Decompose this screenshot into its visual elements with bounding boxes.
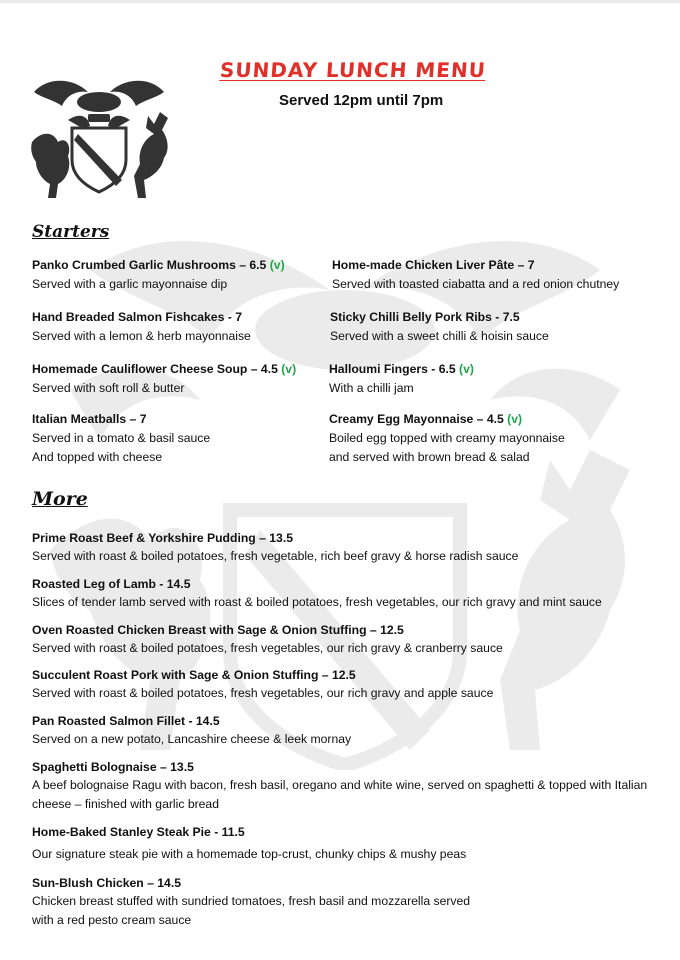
starter-item xyxy=(329,360,474,398)
menu-subtitle: Served 12pm until 7pm xyxy=(279,92,444,109)
top-border xyxy=(0,0,680,3)
starter-item xyxy=(332,256,619,294)
starter-desc: Served with soft roll & butter xyxy=(32,381,185,395)
main-course-desc: Chicken breast stuffed with sundried tomatoes, fresh basil and mozzarella served with a red pesto cream sauce xyxy=(32,894,471,927)
more-heading: More xyxy=(32,488,88,510)
main-course-name: Home-Baked Stanley Steak Pie - 11.5 xyxy=(32,825,245,839)
starter-desc: With a chilli jam xyxy=(329,381,414,395)
starter-desc: Served with toasted ciabatta and a red onion chutney xyxy=(332,277,620,291)
main-course-desc: Served with roast & boiled potatoes, fresh vegetables, our rich gravy & cranberry sauce xyxy=(32,641,503,655)
starter-item xyxy=(32,308,251,346)
main-course-name: Roasted Leg of Lamb - 14.5 xyxy=(32,577,191,591)
main-course-name: Pan Roasted Salmon Fillet - 14.5 xyxy=(32,714,220,728)
starter-desc: and served with brown bread & salad xyxy=(329,450,530,464)
main-course-item xyxy=(32,758,652,814)
main-course-item xyxy=(32,712,652,749)
starter-desc: Boiled egg topped with creamy mayonnaise xyxy=(329,431,565,445)
starter-name: Hand Breaded Salmon Fishcakes - 7 xyxy=(32,310,242,324)
main-course-item xyxy=(32,621,652,658)
starter-name: Sticky Chilli Belly Pork Ribs - 7.5 xyxy=(330,310,520,324)
starter-name: Home-made Chicken Liver Pâte – 7 xyxy=(332,258,535,272)
main-course-item xyxy=(32,874,472,930)
main-course-item xyxy=(32,575,652,612)
main-course-item xyxy=(32,823,652,864)
starter-name: Creamy Egg Mayonnaise – 4.5 xyxy=(329,412,504,426)
main-course-desc: Slices of tender lamb served with roast & boiled potatoes, fresh vegetables, our rich gravy and mint sauce xyxy=(32,595,602,609)
starter-item xyxy=(329,410,565,467)
starter-name: Italian Meatballs – 7 xyxy=(32,412,147,426)
main-course-item xyxy=(32,529,652,566)
main-course-desc: A beef bolognaise Ragu with bacon, fresh basil, oregano and white wine, served on spaghetti & topped with Italian cheese – finished with garlic bread xyxy=(32,778,648,811)
veg-badge: (v) xyxy=(269,258,285,272)
starter-desc: Served with a sweet chilli & hoisin sauce xyxy=(330,329,549,343)
starter-name: Panko Crumbed Garlic Mushrooms – 6.5 xyxy=(32,258,267,272)
starter-name: Homemade Cauliflower Cheese Soup – 4.5 xyxy=(32,362,278,376)
starter-item xyxy=(32,360,296,398)
main-course-desc: Served on a new potato, Lancashire cheese & leek mornay xyxy=(32,732,352,746)
starter-item xyxy=(32,256,285,294)
main-course-name: Oven Roasted Chicken Breast with Sage & Onion Stuffing – 12.5 xyxy=(32,623,404,637)
main-course-desc: Our signature steak pie with a homemade top-crust, chunky chips & mushy peas xyxy=(32,847,467,861)
menu-title: SUNDAY LUNCH MENU xyxy=(219,58,487,82)
veg-badge: (v) xyxy=(507,412,523,426)
starter-item xyxy=(330,308,549,346)
starter-item xyxy=(32,410,210,467)
starter-desc: And topped with cheese xyxy=(32,450,163,464)
crest-logo xyxy=(28,72,170,200)
main-course-name: Succulent Roast Pork with Sage & Onion Stuffing – 12.5 xyxy=(32,668,356,682)
veg-badge: (v) xyxy=(459,362,474,376)
main-course-name: Prime Roast Beef & Yorkshire Pudding – 13.5 xyxy=(32,531,293,545)
veg-badge: (v) xyxy=(281,362,297,376)
starter-desc: Served with a garlic mayonnaise dip xyxy=(32,277,228,291)
main-course-desc: Served with roast & boiled potatoes, fresh vegetable, rich beef gravy & horse radish sauce xyxy=(32,549,519,563)
starter-desc: Served with a lemon & herb mayonnaise xyxy=(32,329,251,343)
starter-name: Halloumi Fingers - 6.5 xyxy=(329,362,456,376)
main-course-name: Sun-Blush Chicken – 14.5 xyxy=(32,876,181,890)
main-course-desc: Served with roast & boiled potatoes, fresh vegetables, our rich gravy and apple sauce xyxy=(32,686,494,700)
main-course-item xyxy=(32,666,652,703)
starters-heading: Starters xyxy=(32,222,110,242)
starter-desc: Served in a tomato & basil sauce xyxy=(32,431,211,445)
main-course-name: Spaghetti Bolognaise – 13.5 xyxy=(32,760,194,774)
